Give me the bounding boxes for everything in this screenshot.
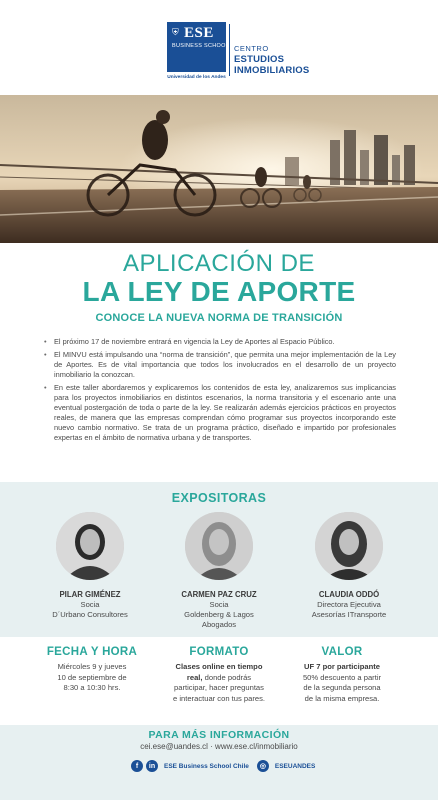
ese-logo[interactable] (167, 22, 230, 72)
header (0, 0, 438, 95)
cyclists-photo-icon (0, 95, 438, 243)
valor-title: VALOR (321, 646, 363, 658)
speaker-name: CARMEN PAZ CRUZ (181, 590, 257, 599)
speaker-company: Goldenberg & Lagos (184, 610, 254, 619)
speaker-photo-icon (56, 512, 124, 580)
logo-estudios: ESTUDIOS (234, 54, 285, 65)
speakers-title: EXPOSITORAS (171, 491, 267, 505)
speaker-company: D´Urbano Consultores (52, 610, 128, 619)
logo-divider (229, 24, 230, 76)
facebook-icon[interactable]: f (131, 760, 143, 772)
speaker-role: Socia (209, 600, 229, 609)
avatar (315, 512, 383, 580)
formato-title: FORMATO (189, 646, 249, 658)
title-line-2: LA LEY DE APORTE (82, 276, 356, 307)
valor-line: de la segunda persona (303, 683, 381, 692)
speaker-company: Asesorías ITransporte (311, 610, 387, 619)
logo-business-school: BUSINESS SCHOOL (172, 43, 230, 49)
formato-line: participar, hacer preguntas (174, 683, 264, 692)
bullet-item: • El próximo 17 de noviembre entrará en vigencia la Ley de Aportes al Espacio Público. (44, 337, 396, 347)
logo-university: Universidad de los Andes (167, 75, 226, 80)
speaker-name: PILAR GIMÉNEZ (59, 590, 121, 599)
formato-bold: real, (186, 672, 203, 682)
logo-centro: CENTRO (234, 44, 269, 53)
speaker-role: Socia (80, 600, 100, 609)
valor-bold: UF 7 por participante (304, 662, 380, 671)
formato-line: donde podrás (202, 672, 252, 682)
speaker-company: Abogados (201, 620, 237, 629)
crest-icon: ⛨ (172, 27, 179, 37)
linkedin-icon[interactable]: in (146, 760, 158, 772)
instagram-icon[interactable]: ◎ (257, 760, 269, 772)
hero-image (0, 95, 438, 243)
formato-bold: Clases online en tiempo (175, 662, 263, 671)
speaker-role: Directora Ejecutiva (317, 600, 381, 609)
logo-ese: ESE (184, 25, 214, 41)
avatar (185, 512, 253, 580)
contact-title: PARA MÁS INFORMACIÓN (148, 729, 290, 741)
title-line-1: APLICACIÓN DE (123, 250, 315, 277)
formato-line: e interactuar con tus pares. (172, 693, 266, 703)
speaker-photo-icon (315, 512, 383, 580)
fecha-text (28, 662, 156, 694)
speaker-photo-icon (185, 512, 253, 580)
fecha-line: Miércoles 9 y jueves (57, 662, 127, 671)
contact-links[interactable]: cei.ese@uandes.cl · www.ese.cl/inmobiliario (140, 742, 298, 751)
fecha-title: FECHA Y HORA (46, 646, 138, 658)
valor-text (278, 662, 406, 704)
fecha-line: 10 de septiembre de (57, 672, 127, 682)
social-name[interactable]: ESE Business School Chile (164, 762, 249, 770)
speaker-name: CLAUDIA ODDÓ (318, 590, 380, 599)
instagram-handle[interactable]: ESEUANDES (274, 762, 316, 770)
subtitle: CONOCE LA NUEVA NORMA DE TRANSICIÓN (95, 312, 343, 324)
avatar (56, 512, 124, 580)
logo-inmobiliarios: INMOBILIARIOS (234, 65, 310, 76)
description-list (44, 337, 396, 446)
bullet-item: • El MINVU está impulsando una “norma de transición”, que permita una mejor implementación de la Ley de Aportes. Es de vital importancia que todos los involucrados en el desarrollo de un proyecto inmobiliario la conozcan. (44, 350, 396, 380)
formato-text (155, 662, 283, 704)
social-row (131, 759, 323, 773)
bullet-item: • En este taller abordaremos y explicaremos los contenidos de esta ley, analizaremos sus implicancias para los proyectos inmobiliarios en distintos escenarios, la norma transitoria y el escenario ante una eventual postergación de toda o parte de la ley. Se realizarán además ejercicios prácticos en proyectos reales, de manera que las empresas comprendan cómo programar sus proyectos incorporando este nuevo cambio normativo. Se trata de un programa práctico, diseñado e impartido por profesionales expertas en el ámbito de normativa urbana y de transportes. (44, 383, 396, 443)
valor-line: de la misma empresa. (304, 693, 380, 703)
fecha-line: 8:30 a 10:30 hrs. (63, 683, 121, 692)
valor-line: 50% descuento a partir (302, 672, 382, 682)
